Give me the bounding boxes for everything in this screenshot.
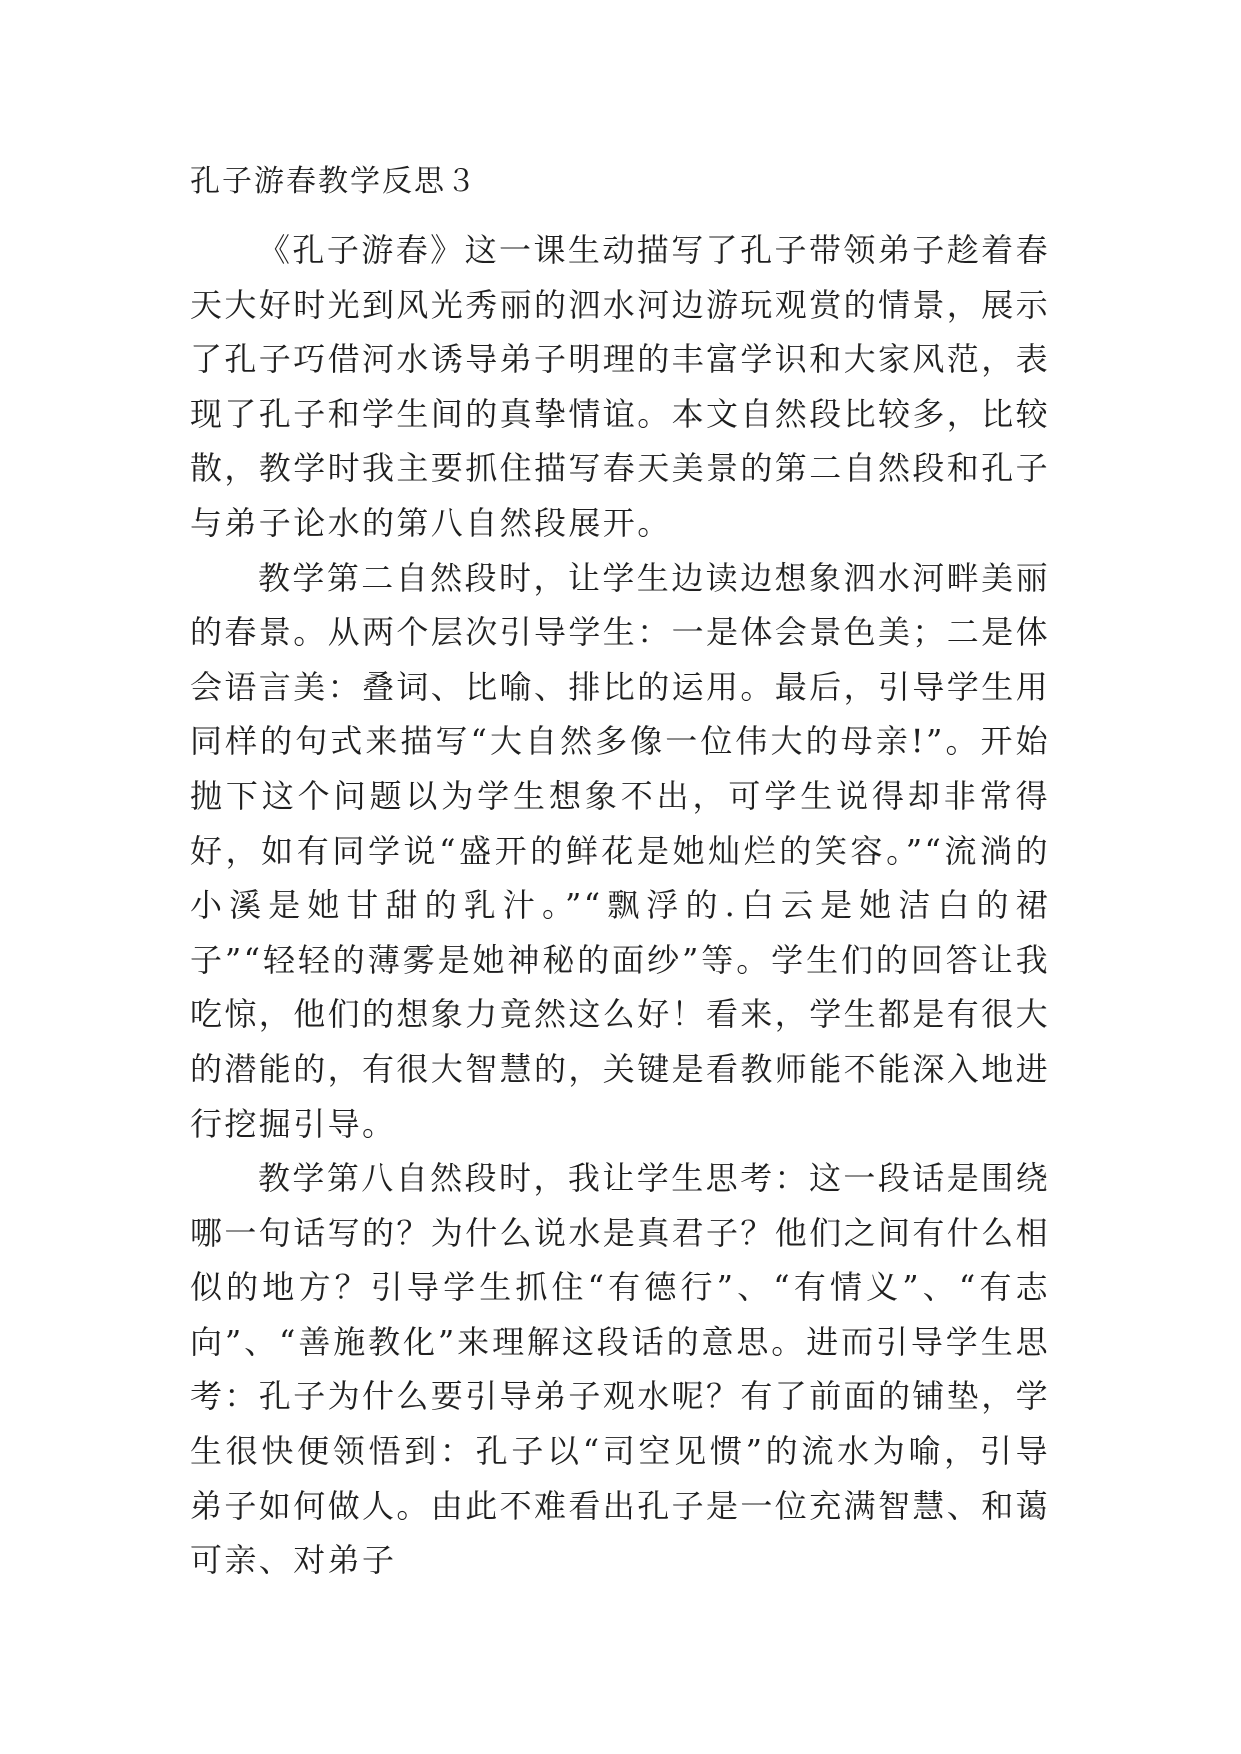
paragraph-1: 《孔子游春》这一课生动描写了孔子带领弟子趁着春天大好时光到风光秀丽的泗水河边游玩观赏的情景，展示了孔子巧借河水诱导弟子明理的丰富学识和大家风范，表现了孔子和学生间的真挚情谊。本文自然段比较多，比较散，教学时我主要抓住描写春天美景的第二自然段和孔子与弟子论水的第八自然段展开。 [190, 231, 1051, 542]
paragraph-2: 教学第二自然段时，让学生边读边想象泗水河畔美丽的春景。从两个层次引导学生：一是体会景色美；二是体会语言美：叠词、比喻、排比的运用。最后，引导学生用同样的句式来描写“大自然多像一位伟大的母亲!”。开始抛下这个问题以为学生想象不出，可学生说得却非常得好，如有同学说“盛开的鲜花是她灿烂的笑容。”“流淌的小溪是她甘甜的乳汁。”“飘浮的.白云是她洁白的裙子”“轻轻的薄雾是她神秘的面纱”等。学生们的回答让我吃惊，他们的想象力竟然这么好！看来，学生都是有很大的潜能的，有很大智慧的，关键是看教师能不能深入地进行挖掘引导。 [190, 558, 1051, 1143]
paragraph-3: 教学第八自然段时，我让学生思考：这一段话是围绕哪一句话写的？为什么说水是真君子？他们之间有什么相似的地方？引导学生抓住“有德行”、“有情义”、“有志向”、“善施教化”来理解这段话的意思。进而引导学生思考：孔子为什么要引导弟子观水呢？有了前面的铺垫，学生很快便领悟到：孔子以“司空见惯”的流水为喻，引导弟子如何做人。由此不难看出孔子是一位充满智慧、和蔼可亲、对弟子 [190, 1159, 1051, 1580]
document-body [190, 223, 1050, 1588]
document-title: 孔子游春教学反思３ [190, 164, 478, 199]
